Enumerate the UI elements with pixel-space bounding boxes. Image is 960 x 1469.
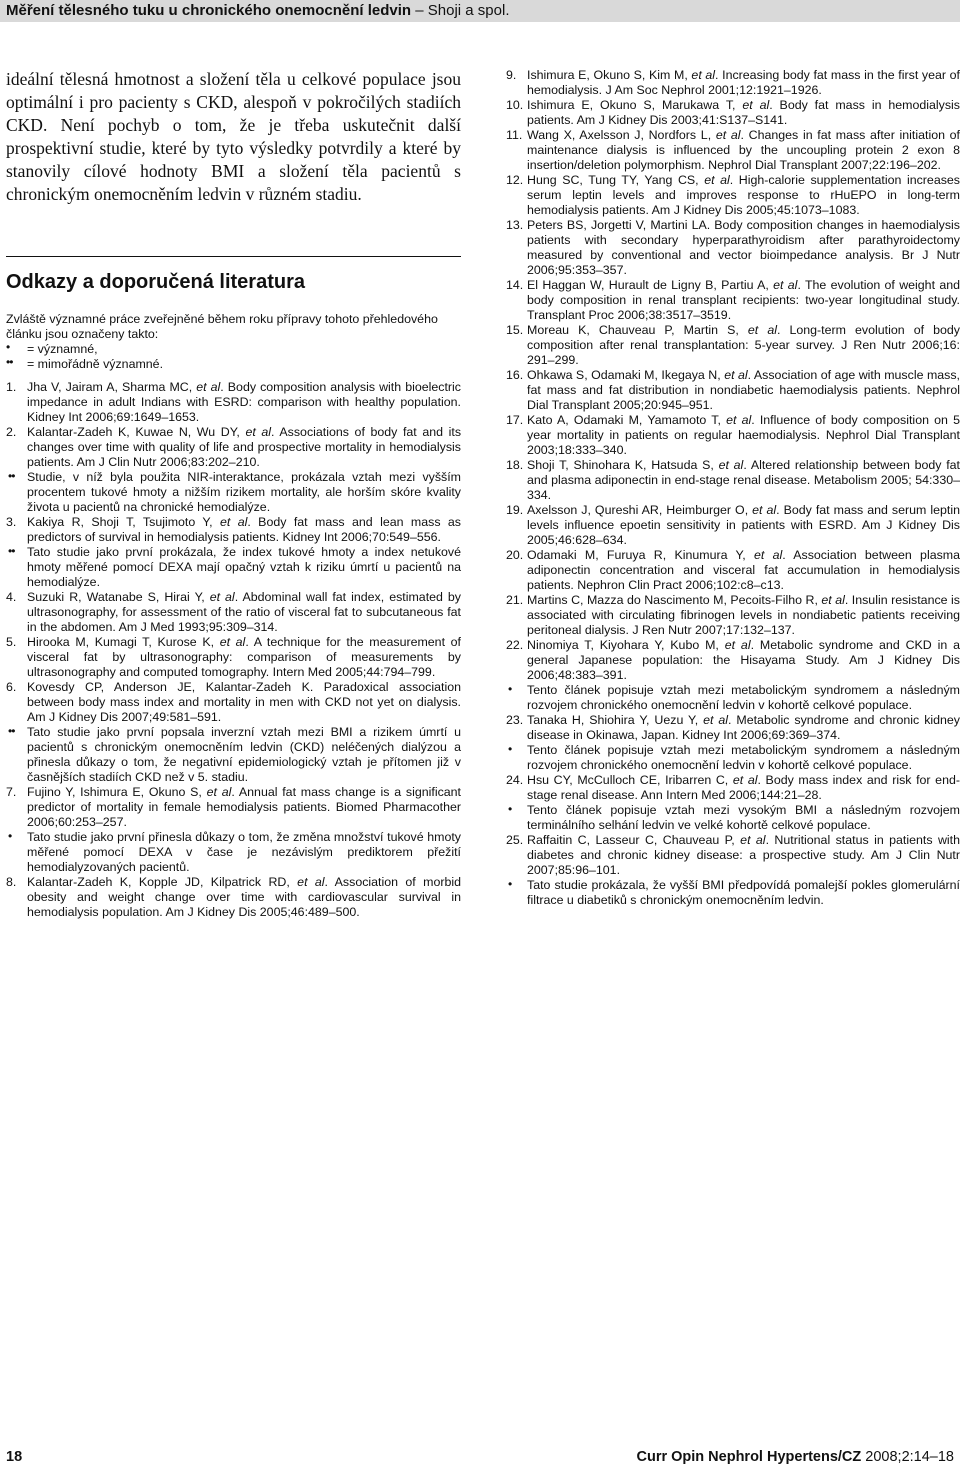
reference-annotation [506,878,960,908]
reference-et-al: et al [724,368,748,382]
reference-number: 10. [506,98,524,112]
reference-number: 12. [506,173,524,187]
reference-details: . Influence of body composition on 5 year mortality in patients on regular haemodialysis. Nephrol Dial Transplant 2003;18:333–340. [527,413,960,457]
reference-number: 19. [506,503,524,517]
reference-item [506,278,960,323]
reference-details: . Abdominal wall fat index, estimated by ultrasonography, for assessment of the ratio of visceral fat to subcutaneous fat in the abdomen. Am J Med 1993;95:309–314. [27,590,462,634]
annotation-text: Tato studie prokázala, že vyšší BMI předpovídá pomalejší pokles glomerulární filtrace u diabetiků s chronickým onemocněním ledvin. [527,878,960,907]
reference-item [6,680,461,725]
reference-et-al: et al [732,773,758,787]
reference-details: . Changes in fat mass after initiation of maintenance dialysis is influenced by the uncoupling protein 2 exon 8 insertion/deletion polymorphism. Nephrol Dial Transplant 2007;22:196–202. [527,128,960,172]
reference-authors: Hung SC, Tung TY, Yang CS, [527,173,705,187]
reference-details: . The evolution of weight and body composition in renal transplant recipients: two-year longitudinal study. Transplant Proc 2006;38:3517–3519. [527,278,960,322]
reference-item [506,833,960,878]
reference-authors: Ishimura E, Okuno S, Kim M, [527,68,692,82]
reference-authors: Axelsson J, Qureshi AR, Heimburger O, [527,503,753,517]
reference-details: . Nutritional status in patients with diabetes and chronic kidney disease: a prospective study. Am J Clin Nutr 2007;85:96–101. [527,833,960,877]
reference-details: . Body fat mass and serum leptin levels influence epoetin sensitivity in patients with ESRD. Am J Kidney Dis 2005;46:628–634. [527,503,960,547]
annotation-text: Tento článek popisuje vztah mezi metabolickým syndromem a následným rozvojem chronického onemocnění ledvin v kohortě celkové populace. [527,683,960,712]
reference-et-al: et al [691,68,716,82]
reference-authors: Kalantar-Zadeh K, Kopple JD, Kilpatrick RD, [27,875,298,889]
reference-et-al: et al [740,833,766,847]
reference-item [6,785,461,830]
legend-row [6,342,461,357]
bullet-icon: • [508,682,512,696]
reference-details: . Annual fat mass change is a significant predictor of mortality in female hemodialysis patients. Biomed Pharmacother 2006;60:253–257. [27,785,461,829]
reference-authors: Raffaitin C, Lasseur C, Chauveau P, [527,833,741,847]
reference-authors: Kato A, Odamaki M, Yamamoto T, [527,413,727,427]
reference-authors: Shoji T, Shinohara K, Hatsuda S, [527,458,719,472]
annotation-text: Tento článek popisuje vztah mezi vysokým BMI a následným rozvojem terminálního selhání ledvin ve velké kohortě celkové populace. [527,803,960,832]
reference-et-al: et al [747,323,777,337]
reference-number: 7. [6,785,17,799]
reference-number: 5. [6,635,17,649]
reference-et-al: et al [703,713,729,727]
reference-annotation [506,743,960,773]
reference-number: 3. [6,515,17,529]
journal-issue: 2008;2:14–18 [861,1449,954,1465]
journal-citation [636,1449,954,1465]
reference-et-al: et al [753,548,783,562]
reference-list [6,380,461,920]
reference-number: 25. [506,833,524,847]
double-bullet-icon: •• [8,724,15,738]
right-column [506,68,960,908]
reference-et-al: et al [752,503,777,517]
header-separator: – [411,2,428,19]
reference-et-al: et al [297,875,325,889]
reference-et-al: et al [245,425,272,439]
reference-authors: Moreau K, Chauveau P, Martin S, [527,323,748,337]
legend-intro: Zvláště významné práce zveřejněné během roku přípravy tohoto přehledového článku jsou označeny takto: [6,312,438,341]
reference-authors: Ohkawa S, Odamaki M, Ikegaya N, [527,368,725,382]
reference-et-al: et al [209,590,235,604]
reference-authors: El Haggan W, Hurault de Ligny B, Partiu A, [527,278,774,292]
reference-et-al: et al [715,128,741,142]
reference-et-al: et al [718,458,744,472]
reference-number: 22. [506,638,524,652]
reference-et-al: et al [206,785,232,799]
running-header-text [6,2,509,19]
bullet-icon: • [508,802,512,816]
annotation-text: Tato studie jako první popsala inverzní vztah mezi BMI a rizikem úmrtí u pacientů s chronickým onemocněním ledvin (CKD) neléčených dialýzou a přinesla důkazy o tom, že negativní epidemiologický vztah je přítomen již v časnějších stadiích CKD než v 5. stadiu. [27,725,461,784]
reference-item [506,638,960,683]
reference-annotation [6,545,461,590]
reference-number: 14. [506,278,524,292]
legend-row [6,357,461,372]
reference-details: . Long-term evolution of body composition after renal transplantation: 5-year survey. J Ren Nutr 2006;16: 291–299. [527,323,960,367]
reference-et-al: et al [219,515,248,529]
annotation-text: Studie, v níž byla použita NIR-interaktance, prokázala vztah mezi vyšším procentem tukové hmoty a nižším rizikem mortality, ale horším skóre kvality života u pacientů na chronické hemodialýze. [27,470,461,514]
bullet-icon: • [8,829,12,843]
reference-et-al: et al [724,638,751,652]
reference-details: . High-calorie supplementation increases serum leptin levels and improves response to rHuEPO in long-term hemodialysis patients. Am J Kidney Dis 2005;45:1073–1083. [527,173,960,217]
reference-number: 4. [6,590,17,604]
reference-number: 15. [506,323,524,337]
reference-details: . Association of morbid obesity and weight change over time with cardiovascular survival in hemodialysis population. Am J Kidney Dis 2005;46:489–500. [27,875,461,919]
reference-number: 8. [6,875,17,889]
reference-authors: Martins C, Mazza do Nascimento M, Pecoits-Filho R, [527,593,822,607]
reference-number: 16. [506,368,524,382]
reference-annotation [6,830,461,875]
reference-authors: Kakiya R, Shoji T, Tsujimoto Y, [27,515,220,529]
reference-number: 11. [506,128,523,142]
reference-authors: Suzuki R, Watanabe S, Hirai Y, [27,590,210,604]
annotation-text: Tato studie jako první přinesla důkazy o tom, že změna množství tukové hmoty měřené pomocí DEXA v čase je nezávislým prediktorem přežití hemodialyzovaných pacientů. [27,830,461,874]
reference-number: 20. [506,548,524,562]
reference-number: 23. [506,713,524,727]
reference-details: . Metabolic syndrome and chronic kidney disease in Okinawa, Japan. Kidney Int 2006;69:369–374. [527,713,960,742]
reference-number: 2. [6,425,17,439]
reference-authors: Kovesdy CP, Anderson JE, Kalantar-Zadeh K. Paradoxical association between body mass index and mortality in men with CKD not yet on dialysis. Am J Kidney Dis 2007;49:581–591. [27,680,461,724]
reference-details: . A technique for the measurement of visceral fat by ultrasonography: comparison of measurements by ultrasonography and computed tomography. Intern Med 2005;44:794–799. [27,635,461,679]
double-bullet-icon: •• [6,355,13,369]
reference-item [506,128,960,173]
double-bullet-icon: •• [8,469,15,483]
journal-name: Curr Opin Nephrol Hypertens/CZ [636,1449,862,1465]
annotation-text: Tato studie jako první prokázala, že index tukové hmoty a index netukové hmoty měřené pomocí DEXA mají opačný vztah k riziku úmrtí u pacientů na hemodialýze. [27,545,461,589]
reference-item [506,218,960,278]
left-column [6,68,461,920]
bullet-icon: • [6,340,10,354]
reference-item [506,323,960,368]
reference-details: . Associations of body fat and its changes over time with quality of life and prospective mortality in hemodialysis patients. Am J Clin Nutr 2006;83:202–210. [27,425,462,469]
reference-et-al: et al [219,635,246,649]
reference-item [506,593,960,638]
reference-details: . Body fat mass in hemodialysis patients. Am J Kidney Dis 2003;41:S137–S141. [527,98,960,127]
reference-item [506,503,960,548]
section-divider [6,256,461,257]
reference-annotation [506,803,960,833]
reference-annotation [6,470,461,515]
reference-item [6,425,461,470]
reference-item [6,635,461,680]
reference-number: 18. [506,458,524,472]
reference-authors: Wang X, Axelsson J, Nordfors L, [527,128,716,142]
reference-number: 24. [506,773,524,787]
reference-item [6,515,461,545]
intro-paragraph: ideální tělesná hmotnost a složení těla u celkové populace jsou optimální i pro pacienty s CKD, alespoň v pokročilých stadiích CKD. Není pochyb o tom, že je třeba uskutečnit další prospektivní studie, které by tyto výsledky potvrdily a které by stanovily cílové hodnoty BMI a složení těla pacientů s chronickým onemocněním ledvin v různém stadiu. [6,69,461,204]
reference-details: . Increasing body fat mass in the first year of hemodialysis. J Am Soc Nephrol 2001;12:1921–1926. [527,68,960,97]
reference-number: 6. [6,680,17,694]
reference-authors: Hirooka M, Kumagi T, Kurose K, [27,635,220,649]
header-title: Měření tělesného tuku u chronického onemocnění ledvin [6,2,412,19]
legend-text: = mimořádně významné. [27,357,164,371]
reference-item [6,380,461,425]
reference-item [506,368,960,413]
reference-authors: Peters BS, Jorgetti V, Martini LA. Body composition changes in haemodialysis patients with secondary hyperparathyroidism after parathyroidectomy measured by conventional and vector bioimpedance analysis. Br J Nutr 2006;95:353–357. [527,218,960,277]
reference-authors: Kalantar-Zadeh K, Kuwae N, Wu DY, [27,425,246,439]
reference-item [506,98,960,128]
double-bullet-icon: •• [8,544,15,558]
reference-annotation [6,725,461,785]
header-authors: Shoji a spol. [427,2,510,19]
reference-number: 21. [506,593,524,607]
reference-authors: Tanaka H, Shiohira Y, Uezu Y, [527,713,704,727]
reference-details: . Body fat mass and lean mass as predictors of survival in hemodialysis patients. Kidney Int 2006;70:549–556. [27,515,462,544]
annotation-text: Tento článek popisuje vztah mezi metabolickým syndromem a následným rozvojem chronického onemocnění ledvin v kohortě celkové populace. [527,743,960,772]
reference-authors: Odamaki M, Furuya R, Kinumura Y, [527,548,754,562]
reference-details: . Body composition analysis with bioelectric impedance in adult Indians with ESRD: comparison with healthy population. Kidney Int 2006;69:1649–1653. [27,380,461,424]
reference-item [506,713,960,743]
reference-et-al: et al [821,593,845,607]
reference-item [506,458,960,503]
reference-details: . Body mass index and risk for end-stage renal disease. Ann Intern Med 2006;144:21–28. [527,773,960,802]
reference-details: . Association between plasma adiponectin concentration and visceral fat accumulation in hemodialysis patients. Nephron Clin Pract 2006;102:c8–c13. [527,548,960,592]
reference-authors: Ishimura E, Okuno S, Marukawa T, [527,98,743,112]
reference-details: . Insulin resistance is associated with circulating fibrinogen levels in nondiabetic patients receiving peritoneal dialysis. J Ren Nutr 2007;17:132–137. [527,593,960,637]
reference-authors: Fujino Y, Ishimura E, Okuno S, [27,785,207,799]
reference-et-al: et al [742,98,770,112]
reference-details: . Altered relationship between body fat and plasma adiponectin in end-stage renal disease. Metabolism 2005; 54:330–334. [527,458,960,502]
reference-et-al: et al [196,380,221,394]
reference-item [506,548,960,593]
reference-number: 17. [506,413,524,427]
legend-text: = významné, [27,342,98,356]
reference-et-al: et al [726,413,752,427]
reference-details: . Association of age with muscle mass, fat mass and fat distribution in nondiabetic haemodialysis patients. Nephrol Dial Transplant 2005;20:945–951. [527,368,960,412]
page-number: 18 [6,1449,23,1465]
reference-et-al: et al [704,173,730,187]
running-header [0,0,960,22]
reference-annotation [506,683,960,713]
reference-item [6,875,461,920]
reference-number: 13. [506,218,524,232]
reference-authors: Ninomiya T, Kiyohara Y, Kubo M, [527,638,725,652]
reference-item [506,773,960,803]
reference-number: 1. [6,380,17,394]
bullet-icon: • [508,877,512,891]
reference-list [506,68,960,908]
reference-number: 9. [506,68,517,82]
reference-authors: Hsu CY, McCulloch CE, Iribarren C, [527,773,733,787]
reference-et-al: et al [773,278,798,292]
reference-item [506,68,960,98]
reference-item [506,173,960,218]
reference-item [6,590,461,635]
section-title: Odkazy a doporučená literatura [6,271,305,293]
reference-details: . Metabolic syndrome and CKD in a general Japanese population: the Hisayama Study. Am J Kidney Dis 2006;48:383–391. [527,638,960,682]
reference-item [506,413,960,458]
bullet-icon: • [508,742,512,756]
reference-authors: Jha V, Jairam A, Sharma MC, [27,380,197,394]
